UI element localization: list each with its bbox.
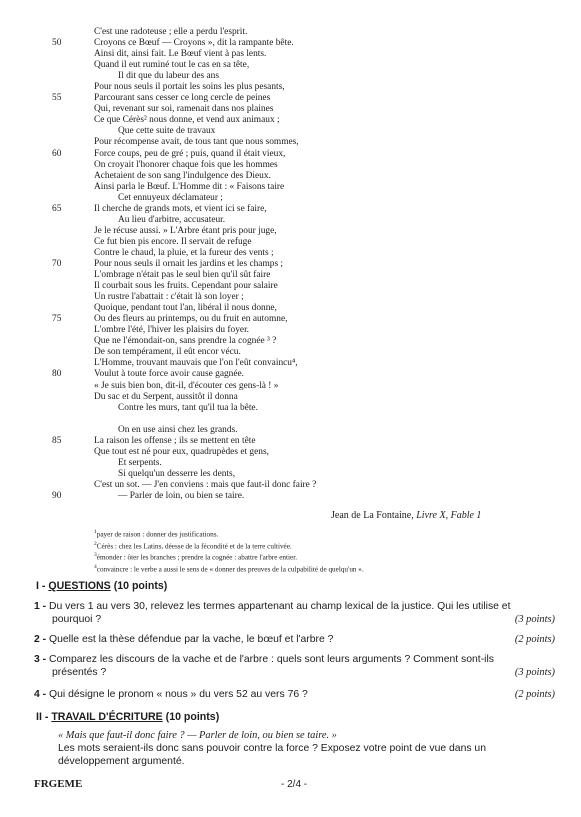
page-number: - 2/4 - [281, 779, 308, 790]
exam-code: FRGEME [34, 778, 83, 790]
footnote-marker: 2 [94, 540, 97, 547]
verse-text: On en use ainsi chez les grands. [118, 424, 238, 435]
verse-text: Au lieu d'arbitre, accusateur. [118, 214, 226, 225]
line-number: 85 [52, 435, 62, 446]
verse-text: Contre les murs, tant qu'il tua la bête. [118, 402, 258, 413]
poem-line [52, 60, 552, 71]
line-number: 90 [52, 490, 62, 501]
question-4 [34, 688, 555, 701]
verse-text: L'Homme, trouvant mauvais que l'on l'eût convaincu⁴, [94, 358, 298, 369]
poem-line [52, 38, 552, 49]
verse-text: Il courbait sous les fruits. Cependant pour salaire [94, 281, 278, 292]
section-points: (10 points) [162, 711, 220, 723]
question-number: 1 - [34, 601, 50, 612]
verse-text: C'est un sot. — J'en conviens : mais que faut-il donc faire ? [94, 479, 317, 490]
poem-line [52, 27, 552, 38]
question-line [34, 688, 555, 701]
section-writing-heading [36, 711, 219, 723]
verse-text: Parcourant sans cesser ce long cercle de peines [94, 93, 271, 104]
poem-line [52, 325, 552, 336]
question-text: Comparez les discours de la vache et de l'arbre : quels sont leurs arguments ? Comment sont-ils [49, 654, 494, 665]
line-number: 70 [52, 258, 62, 269]
poem-line [52, 259, 552, 270]
question-points: (2 points) [514, 689, 555, 700]
verse-text: Il cherche de grands mots, et vient ici se faire, [94, 203, 267, 214]
question-points: (3 points) [514, 614, 555, 625]
footnote-text: convaincre : le verbe a aussi le sens de « donner des preuves de la culpabilité de quelqu'un ». [96, 565, 364, 574]
verse-text: Et serpents. [118, 457, 162, 468]
verse-text: Un rustre l'abattait : c'était là son loyer ; [94, 292, 244, 303]
question-number: 2 - [34, 634, 50, 645]
poem-line [52, 281, 552, 292]
poem-line [52, 226, 552, 237]
verse-text: Pour nous seuls il portait les soins les plus pesants, [94, 82, 285, 93]
question-text: Quelle est la thèse défendue par la vache, le bœuf et l'arbre ? [49, 634, 334, 645]
verse-text: Achetaient de son sang l'indulgence des Dieux. [94, 170, 271, 181]
line-number: 75 [52, 314, 62, 325]
footnote-marker: 3 [94, 552, 97, 559]
verse-text: Ainsi dit, ainsi fait. Le Bœuf vient à pas lents. [94, 49, 267, 60]
verse-text: Que cette suite de travaux [118, 126, 216, 137]
poem-line [52, 248, 552, 259]
question-text: Du vers 1 au vers 30, relevez les termes appartenant au champ lexical de la justice. Qui les utilise et [49, 601, 511, 612]
poem-line [52, 336, 552, 347]
question-line-continued [34, 613, 555, 626]
verse-text: Quand il eut ruminé tout le cas en sa tête, [94, 60, 250, 71]
poem-line [52, 447, 552, 458]
writing-task [58, 729, 558, 768]
verse-text: Ou des fleurs au printemps, ou du fruit en automne, [94, 314, 288, 325]
line-number: 55 [52, 93, 62, 104]
poem-line [52, 480, 552, 491]
poem-line [52, 469, 552, 480]
question-line [34, 653, 555, 666]
verse-text: — Parler de loin, ou bien se taire. [118, 490, 245, 501]
verse-text: Que tout est né pour eux, quadrupèdes et gens, [94, 446, 269, 457]
footnote [94, 563, 564, 575]
poem-extract [52, 27, 552, 502]
poem-line [52, 425, 552, 436]
poem-line [52, 303, 552, 314]
section-number: II - [36, 711, 52, 723]
poem-line [52, 314, 552, 325]
poem-line [52, 115, 552, 126]
verse-text: Pour récompense avait, de tous tant que nous sommes, [94, 137, 299, 148]
attribution-author: Jean de La Fontaine, [331, 510, 414, 521]
poem-line [52, 126, 552, 137]
poem-line [52, 292, 552, 303]
poem-line [52, 270, 552, 281]
section-points: (10 points) [110, 580, 168, 592]
question-points: (2 points) [514, 634, 555, 645]
poem-line [52, 137, 552, 148]
poem-line [52, 171, 552, 182]
verse-text: Je le récuse aussi. » L'Arbre étant pris pour juge, [94, 225, 277, 236]
poem-line [52, 369, 552, 380]
footnote [94, 528, 564, 540]
verse-text: Cet ennuyeux déclamateur ; [118, 192, 223, 203]
writing-line-1: Les mots seraient-ils donc sans pouvoir contre la force ? Exposez votre point de vue dans un [58, 743, 486, 754]
verse-text: Pour nous seuls il ornait les jardins et les champs ; [94, 258, 284, 269]
verse-text: Quoique, pendant tout l'an, libéral il nous donne, [94, 303, 277, 314]
verse-text: On croyait l'honorer chaque fois que les hommes [94, 159, 278, 170]
verse-text: Ce que Cérès² nous donne, et vend aux animaux ; [94, 115, 280, 126]
question-1 [34, 600, 555, 626]
writing-quote: « Mais que faut-il donc faire ? — Parler de loin, ou bien se taire. » [58, 730, 337, 741]
line-number: 60 [52, 148, 62, 159]
verse-text: Si quelqu'un desserre les dents, [118, 468, 236, 479]
verse-text: Ce fut bien pis encore. Il servait de refuge [94, 236, 252, 247]
section-title: QUESTIONS [48, 580, 111, 592]
question-points: (3 points) [514, 667, 555, 678]
writing-line-2: développement argumenté. [58, 756, 185, 767]
verse-text: Force coups, peu de gré ; puis, quand il était vieux, [94, 148, 286, 159]
verse-text: Que ne l'émondait-on, sans prendre la cognée ³ ? [94, 336, 277, 347]
poem-line [52, 49, 552, 60]
footnote [94, 540, 564, 552]
footnote-text: émonder : ôter les branches ; prendre la cognée : abattre l'arbre entier. [96, 553, 298, 562]
verse-text: C'est une radoteuse ; elle a perdu l'esprit. [94, 27, 248, 37]
verse-text: Ainsi parla le Bœuf. L'Homme dit : « Faisons taire [94, 181, 285, 192]
poem-line [52, 436, 552, 447]
poem-line [52, 204, 552, 215]
poem-line [52, 160, 552, 171]
poem-line [52, 149, 552, 160]
verse-text: Contre le chaud, la pluie, et la fureur des vents ; [94, 247, 274, 258]
question-3 [34, 653, 555, 679]
section-number: I - [36, 580, 49, 592]
line-number: 65 [52, 203, 62, 214]
verse-text: Croyons ce Bœuf — Croyons », dit la rampante bête. [94, 38, 294, 49]
question-number: 4 - [34, 689, 50, 700]
verse-text: La raison les offense ; ils se mettent en tête [94, 435, 256, 446]
poem-line [52, 403, 552, 414]
question-line [34, 633, 555, 646]
line-number: 80 [52, 369, 62, 380]
question-line [34, 600, 555, 613]
verse-text: De son tempérament, il eût encor vécu. [94, 347, 241, 358]
poem-line [52, 71, 552, 82]
footnotes [94, 528, 564, 574]
poem-line [52, 392, 552, 403]
footnote-marker: 4 [94, 563, 97, 570]
poem-line [52, 358, 552, 369]
poem-line [52, 193, 552, 204]
question-text-continued: présentés ? [52, 667, 107, 678]
question-number: 3 - [34, 654, 50, 665]
poem-line [52, 458, 552, 469]
footnote [94, 551, 564, 563]
attribution-work: Livre X, Fable 1 [416, 510, 482, 521]
section-questions-heading [36, 580, 167, 592]
poem-line [52, 381, 552, 392]
verse-text: Voulut à toute force avoir cause gagnée. [94, 369, 245, 380]
question-line-continued [34, 666, 555, 679]
footnote-text: payer de raison : donner des justifications. [96, 530, 219, 539]
poem-line [52, 491, 552, 502]
attribution [331, 510, 481, 521]
poem-line [52, 215, 552, 226]
verse-text: Il dit que du labeur des ans [118, 71, 220, 82]
question-2 [34, 633, 555, 646]
poem-line [52, 82, 552, 93]
verse-text: « Je suis bien bon, dit-il, d'écouter ces gens-là ! » [94, 380, 279, 391]
verse-text: Du sac et du Serpent, aussitôt il donna [94, 391, 238, 402]
question-text-continued: pourquoi ? [52, 614, 102, 625]
question-text: Qui désigne le pronom « nous » du vers 52 au vers 76 ? [49, 689, 308, 700]
poem-line [52, 347, 552, 358]
verse-text: Qui, revenant sur soi, ramenait dans nos plaines [94, 104, 274, 115]
verse-text: L'ombrage n'était pas le seul bien qu'il sût faire [94, 270, 271, 281]
line-number: 50 [52, 38, 62, 49]
poem-line [52, 104, 552, 115]
section-title: TRAVAIL D'ÉCRITURE [51, 711, 163, 723]
poem-line [52, 93, 552, 104]
poem-line [52, 237, 552, 248]
poem-line [52, 182, 552, 193]
footnote-marker: 1 [94, 529, 97, 535]
footnote-text: Cérès : chez les Latins, déesse de la fécondité et de la terre cultivée. [96, 541, 292, 550]
verse-text: L'ombre l'été, l'hiver les plaisirs du foyer. [94, 325, 250, 336]
